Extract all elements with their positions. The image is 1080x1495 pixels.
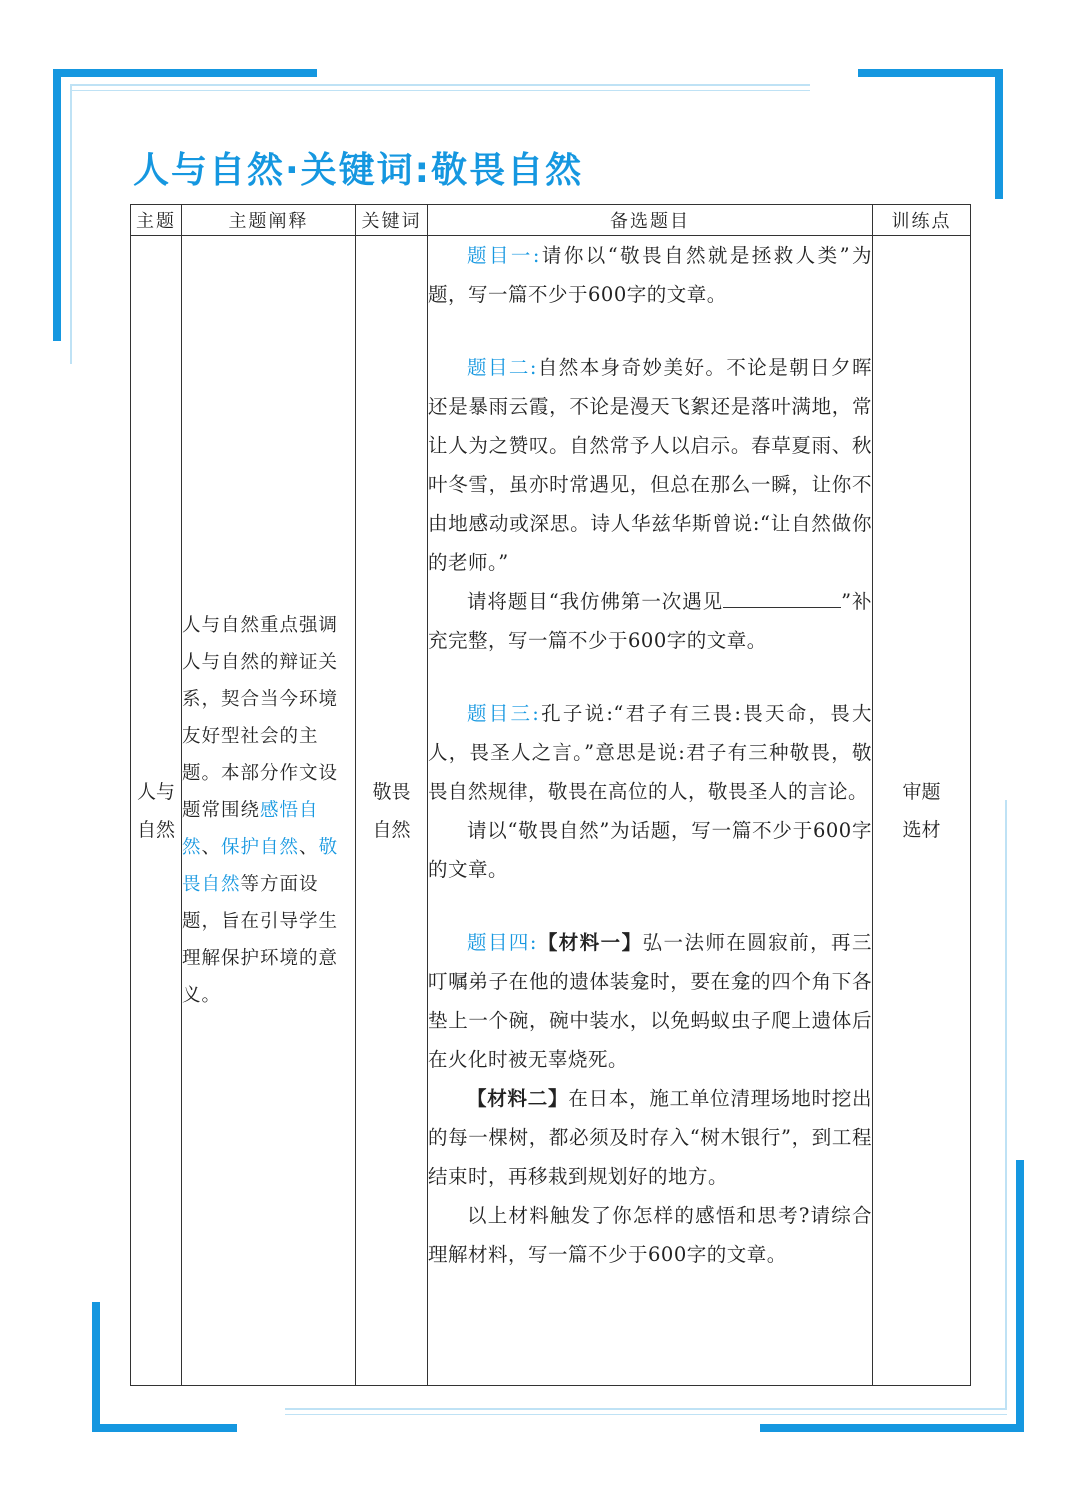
frame-bottom-left-h [92, 1424, 237, 1432]
prompt-2-text: 自然本身奇妙美好。不论是朝日夕晖还是暴雨云霞，不论是漫天飞絮还是落叶满地，常让人为之赞叹。自然常予人以启示。春草夏雨、秋叶冬雪，虽亦时常遇见，但总在那么一瞬，让你不由地感动或深思。诗人华兹华斯曾说:“让自然做你的老师。” [428, 356, 872, 574]
material-1-text: 弘一法师在圆寂前，再三叮嘱弟子在他的遗体装龛时，要在龛的四个角下各垫上一个碗，碗中装水，以免蚂蚁虫子爬上遗体后在火化时被无辜烧死。 [428, 931, 872, 1071]
explanation-sep-1: 、 [201, 837, 222, 858]
frame-bottom-left-v [92, 1302, 100, 1432]
prompt-2-requirement [428, 582, 872, 660]
table-row [131, 236, 971, 1386]
keyword-highlight-1: 感悟自然 [182, 800, 319, 858]
prompt-1 [428, 236, 872, 314]
table-header-row [131, 205, 971, 236]
material-2-text: 在日本，施工单位清理场地时挖出的每一棵树，都必须及时存入“树木银行”，到工程结束时，再移栽到规划好的地方。 [428, 1087, 872, 1188]
explanation-sep-2: 、 [299, 837, 319, 858]
keyword-cell [356, 236, 428, 1386]
prompt-2-req-b: ”补充完整，写一篇不少于600字的文章。 [428, 590, 872, 652]
material-2 [428, 1079, 872, 1196]
frame-left-thin [70, 84, 72, 364]
keyword-highlight-2: 保护自然 [221, 837, 300, 858]
frame-top-right-v [995, 69, 1003, 199]
frame-top-thin [70, 84, 810, 86]
header-prompts: 备选题目 [428, 205, 873, 236]
prompt-4-requirement: 以上材料触发了你怎样的感悟和思考?请综合理解材料，写一篇不少于600字的文章。 [428, 1204, 872, 1266]
keyword-text: 敬畏 自然 [372, 780, 411, 841]
prompt-4 [428, 923, 872, 1079]
theme-text: 人与 自然 [136, 780, 175, 841]
prompt-3 [428, 694, 872, 811]
frame-bottom-right-v [1016, 1160, 1024, 1432]
prompt-2-req-a: 请将题目“我仿佛第一次遇见 [467, 590, 724, 613]
header-keyword: 关键词 [356, 205, 428, 236]
prompt-4-label: 题目四: [467, 931, 537, 954]
explanation-text-1: 人与自然重点强调人与自然的辩证关系，契合当今环境友好型社会的主题。本部分作文设题常围绕 [182, 615, 339, 821]
header-theme: 主题 [131, 205, 182, 236]
frame-bottom-thin [285, 1408, 1007, 1410]
header-training-point: 训练点 [873, 205, 971, 236]
prompt-3-requirement: 请以“敬畏自然”为话题，写一篇不少于600字的文章。 [428, 819, 872, 881]
frame-top-left-h [53, 69, 317, 77]
frame-bottom-thin-2 [285, 1414, 1007, 1415]
prompts-cell [428, 236, 873, 1386]
frame-top-thin-2 [70, 90, 810, 91]
prompt-3-text: 孔子说:“君子有三畏:畏天命，畏大人，畏圣人之言。”意思是说:君子有三种敬畏，敬畏自然规律，敬畏在高位的人，敬畏圣人的言论。 [428, 702, 873, 803]
fill-in-blank [723, 583, 841, 608]
training-point-cell [873, 236, 971, 1386]
prompt-1-label: 题目一: [467, 244, 540, 267]
keyword-highlight-3: 敬畏自然 [182, 837, 339, 895]
explanation-cell [182, 236, 356, 1386]
prompt-2-label: 题目二: [467, 356, 537, 379]
prompt-3-label: 题目三: [467, 702, 540, 725]
material-1-label: 【材料一】 [536, 931, 643, 954]
prompt-1-text: 请你以“敬畏自然就是拯救人类”为题，写一篇不少于600字的文章。 [428, 244, 872, 306]
frame-top-right-h [858, 69, 1003, 77]
topic-table [130, 204, 971, 1386]
explanation-text-2: 等方面设题，旨在引导学生理解保护环境的意义。 [182, 874, 339, 1006]
frame-right-thin [1005, 800, 1007, 1410]
header-explanation: 主题阐释 [182, 205, 356, 236]
training-point-text: 审题 选材 [902, 780, 941, 841]
frame-bottom-right-h [760, 1424, 1024, 1432]
theme-cell [131, 236, 182, 1386]
prompt-2 [428, 348, 872, 582]
page-title: 人与自然·关键词:敬畏自然 [133, 150, 584, 191]
material-2-label: 【材料二】 [467, 1087, 569, 1110]
frame-top-left-v [53, 69, 61, 341]
